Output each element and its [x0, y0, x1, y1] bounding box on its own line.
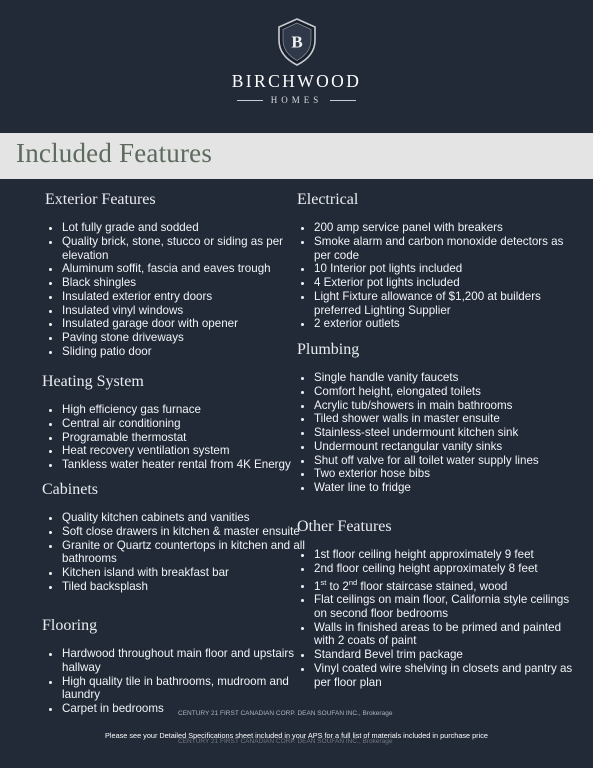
list-item: • Tiled backsplash	[62, 580, 312, 594]
list-item: • High quality tile in bathrooms, mudroom and laundry	[62, 675, 312, 703]
brokerage-text: CENTURY 21 FIRST CANADIAN CORP. DEAN SOUFAN INC., Brokerage	[178, 710, 393, 717]
list-item: • High efficiency gas furnace	[62, 403, 314, 417]
divider-right	[330, 100, 356, 101]
list-item: • Granite or Quartz countertops in kitchen and all bathrooms	[62, 539, 312, 567]
title-banner	[0, 133, 593, 179]
list-item: • Programable thermostat	[62, 431, 314, 445]
brand-name: BIRCHWOOD	[231, 71, 362, 91]
section-title-electrical: Electrical	[297, 191, 359, 208]
list-item: • Smoke alarm and carbon monoxide detectors as per code	[314, 235, 576, 263]
brand-logo	[0, 18, 593, 105]
divider-left	[237, 100, 263, 101]
list-item: • 1st to 2nd floor staircase stained, wood	[314, 576, 576, 594]
list-item: • 10 Interior pot lights included	[314, 262, 576, 276]
list-item: • Insulated exterior entry doors	[62, 290, 310, 304]
brand-sub-label: HOMES	[270, 95, 323, 105]
list-item: • Comfort height, elongated toilets	[314, 385, 576, 399]
list-item: • Kitchen island with breakfast bar	[62, 566, 312, 580]
list-item: • Vinyl coated wire shelving in closets and pantry as per floor plan	[314, 662, 576, 690]
list-item: • Aluminum soffit, fascia and eaves trough	[62, 262, 310, 276]
list-item: • Heat recovery ventilation system	[62, 444, 314, 458]
list-item: • Stainless-steel undermount kitchen sink	[314, 426, 576, 440]
section-title-heating: Heating System	[42, 373, 144, 390]
list-item: • Black shingles	[62, 276, 310, 290]
cabinets-list	[42, 511, 312, 594]
section-title-exterior: Exterior Features	[45, 191, 156, 208]
list-item: • Paving stone driveways	[62, 331, 310, 345]
list-item: • 1st floor ceiling height approximately 9 feet	[314, 548, 576, 562]
brand-subtitle	[0, 95, 593, 105]
list-item: • Lot fully grade and sodded	[62, 221, 310, 235]
list-item: • Light Fixture allowance of $1,200 at builders preferred Lighting Supplier	[314, 290, 576, 318]
list-item: • Tankless water heater rental from 4K Energy	[62, 458, 314, 472]
list-item: • Insulated garage door with opener	[62, 317, 310, 331]
brokerage-text-watermark: CENTURY 21 FIRST CANADIAN CORP. DEAN SOUFAN INC., Brokerage	[178, 738, 393, 745]
electrical-list	[294, 221, 576, 331]
list-item: • Tiled shower walls in master ensuite	[314, 412, 576, 426]
list-item: • Insulated vinyl windows	[62, 304, 310, 318]
logo-monogram: B	[290, 32, 303, 52]
list-item: • Soft close drawers in kitchen & master ensuite	[62, 525, 312, 539]
list-item: • Flat ceilings on main floor, California style ceilings on second floor bedrooms	[314, 593, 576, 621]
list-item: • Acrylic tub/showers in main bathrooms	[314, 399, 576, 413]
list-item: • Standard Bevel trim package	[314, 648, 576, 662]
list-item: • Sliding patio door	[62, 345, 310, 359]
list-item: • Quality kitchen cabinets and vanities	[62, 511, 312, 525]
plumbing-list	[294, 371, 576, 495]
section-title-plumbing: Plumbing	[297, 341, 360, 358]
list-item: • Hardwood throughout main floor and upstairs hallway	[62, 647, 312, 675]
flooring-list	[42, 647, 312, 716]
list-item: • Quality brick, stone, stucco or siding as per elevation	[62, 235, 310, 263]
list-item: • Two exterior hose bibs	[314, 467, 576, 481]
exterior-features-list	[42, 221, 310, 359]
list-item: • 4 Exterior pot lights included	[314, 276, 576, 290]
list-item: • Walls in finished areas to be primed and painted with 2 coats of paint	[314, 621, 576, 649]
shield-crest-icon	[278, 18, 316, 66]
footer-note: Please see your Detailed Specifications sheet included in your APS for a full list of materials included in purchase price	[105, 731, 488, 740]
other-features-list	[294, 548, 576, 689]
list-item: • 200 amp service panel with breakers	[314, 221, 576, 235]
list-item: • Water line to fridge	[314, 481, 576, 495]
section-title-other: Other Features	[297, 518, 392, 535]
section-title-cabinets: Cabinets	[42, 481, 98, 498]
list-item: • Carpet in bedrooms	[62, 702, 312, 716]
list-item: • 2nd floor ceiling height approximately 8 feet	[314, 562, 576, 576]
list-item: • Undermount rectangular vanity sinks	[314, 440, 576, 454]
list-item: • 2 exterior outlets	[314, 317, 576, 331]
heating-system-list	[42, 403, 314, 472]
list-item: • Shut off valve for all toilet water supply lines	[314, 454, 576, 468]
section-title-flooring: Flooring	[42, 617, 98, 634]
list-item: • Single handle vanity faucets	[314, 371, 576, 385]
page-title: Included Features	[16, 138, 213, 168]
list-item: • Central air conditioning	[62, 417, 314, 431]
